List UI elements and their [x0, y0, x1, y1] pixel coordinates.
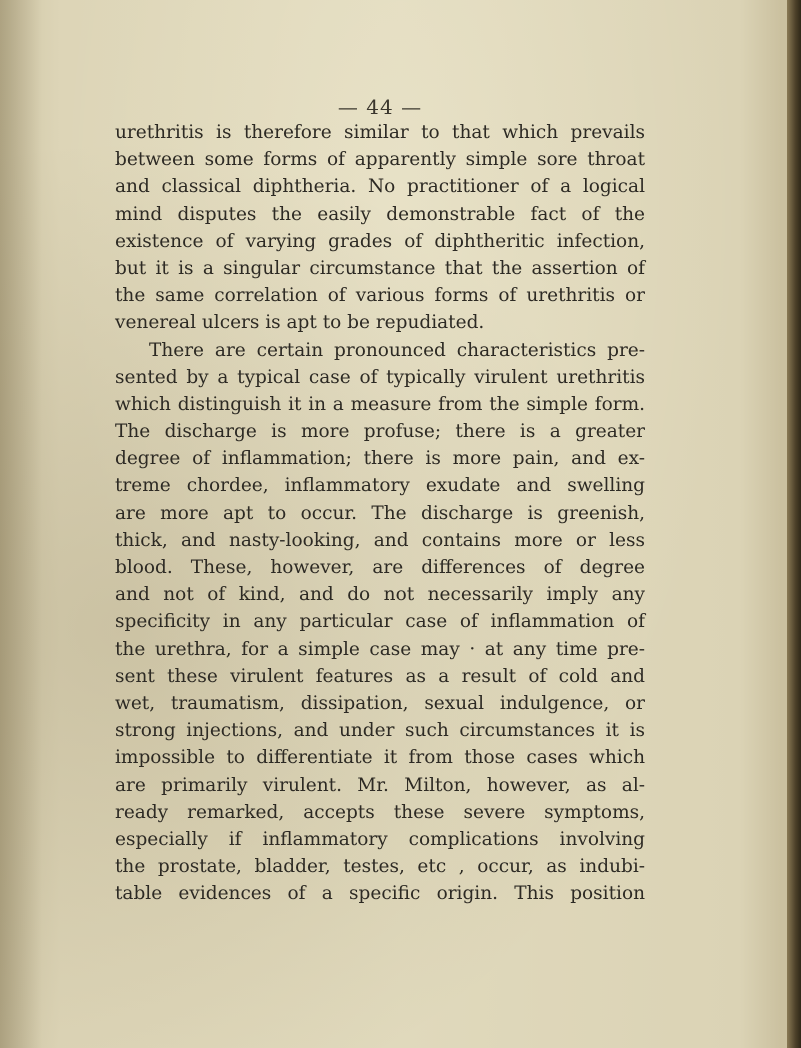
text-line: strong injections, and under such circumstances it is [115, 720, 645, 742]
page-shadow-left [0, 0, 42, 1048]
text-line: sent these virulent features as a result of cold and [115, 665, 645, 687]
text-line: but it is a singular circumstance that the assertion of [115, 257, 645, 279]
text-line: are primarily virulent. Mr. Milton, however, as al- [115, 774, 645, 796]
text-line: wet, traumatism, dissipation, sexual indulgence, or [115, 692, 645, 714]
text-line: the prostate, bladder, testes, etc , occur, as indubi- [115, 856, 645, 878]
text-line: thick, and nasty-looking, and contains more or less [115, 529, 645, 551]
text-line: venereal ulcers is apt to be repudiated. [115, 312, 485, 334]
text-line: and classical diphtheria. No practitioner of a logical [115, 176, 645, 198]
text-line: the urethra, for a simple case may · at any time pre- [115, 638, 645, 660]
text-line: blood. These, however, are differences of degree [115, 557, 645, 578]
body-text [115, 119, 645, 907]
text-line: impossible to differentiate it from those cases which [115, 747, 645, 769]
text-line: between some forms of apparently simple sore throat [115, 149, 645, 171]
text-line: table evidences of a specific origin. This position [115, 883, 645, 905]
text-line: The discharge is more profuse; there is a greater [115, 421, 645, 443]
text-line: the same correlation of various forms of urethritis or [115, 285, 645, 307]
book-spine-edge [787, 0, 801, 1048]
page-number: — 44 — [337, 95, 423, 119]
text-line: which distinguish it in a measure from the simple form. [115, 393, 645, 415]
text-line: degree of inflammation; there is more pain, and ex- [115, 448, 645, 470]
text-line: urethritis is therefore similar to that which prevails [115, 122, 645, 143]
text-line: sented by a typical case of typically virulent urethritis [115, 366, 645, 388]
text-line: There are certain pronounced characteristics pre- [149, 339, 645, 361]
text-line: and not of kind, and do not necessarily imply any [115, 584, 645, 606]
text-line: existence of varying grades of diphtheritic infection, [115, 230, 645, 252]
text-line: are more apt to occur. The discharge is greenish, [115, 502, 645, 524]
text-line: specificity in any particular case of inflammation of [115, 611, 645, 633]
text-line: mind disputes the easily demonstrable fact of the [115, 203, 645, 225]
text-line: treme chordee, inflammatory exudate and swelling [115, 475, 645, 497]
text-line: especially if inflammatory complications involving [115, 828, 645, 850]
text-line: ready remarked, accepts these severe symptoms, [115, 801, 645, 823]
